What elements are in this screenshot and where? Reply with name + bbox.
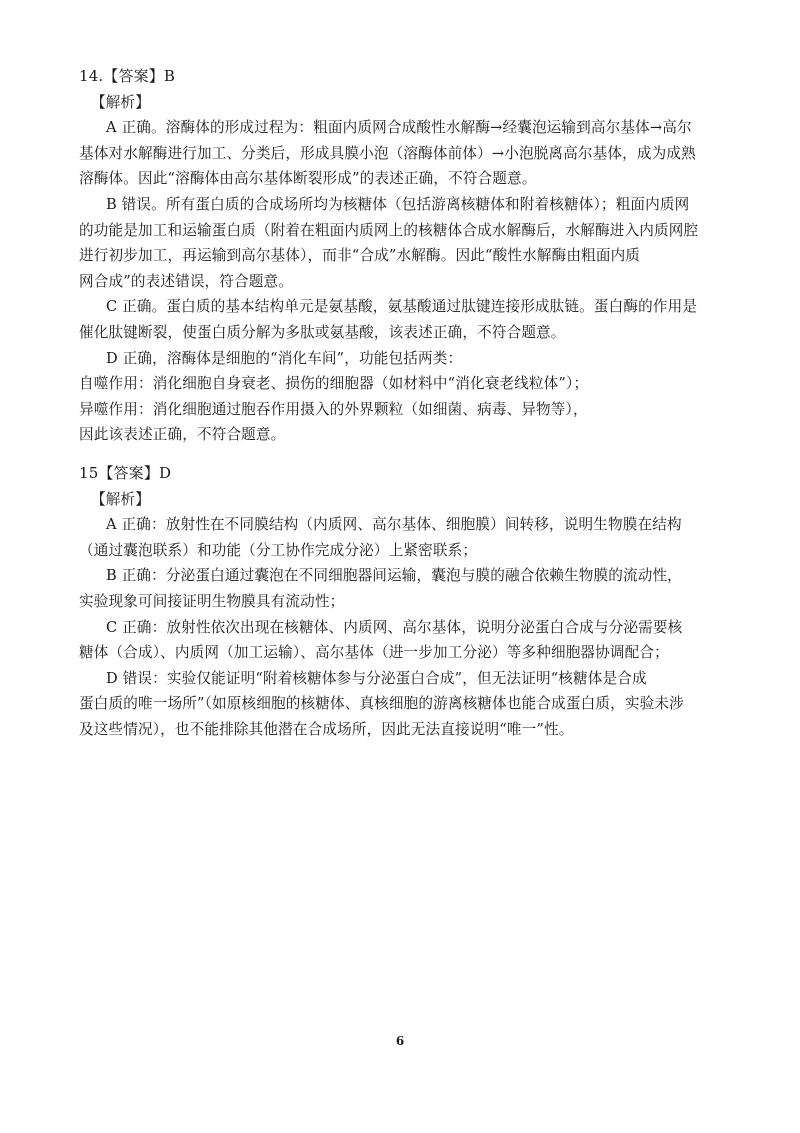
q14-line-3: 溶酶体。因此“溶酶体由高尔基体断裂形成”的表述正确，不符合题意。 [79,170,537,188]
q14-line-11: 自噬作用：消化细胞自身衰老、损伤的细胞器（如材料中“消化衰老线粒体”）； [79,375,589,393]
question-15-heading: 15【答案】D [79,464,172,482]
q14-line-6: 进行初步加工，再运输到高尔基体），而非“合成”水解酶。因此“酸性水解酶由粗面内质 [79,247,641,265]
q14-line-4: B 错误。所有蛋白质的合成场所均为核糖体（包括游离核糖体和附着核糖体）；粗面内质网 [106,195,690,213]
q15-line-4: 实验现象可间接证明生物膜具有流动性； [79,592,345,610]
q15-line-7: D 错误：实验仅能证明“附着核糖体参与分泌蛋白合成”，但无法证明“核糖体是合成 [106,669,647,687]
q15-line-1: A 正确：放射性在不同膜结构（内质网、高尔基体、细胞膜）间转移，说明生物膜在结构 [106,516,682,534]
question-14-heading: 14.【答案】B [79,67,176,85]
q14-line-2: 基体对水解酶进行加工、分类后，形成具膜小泡（溶酶体前体）→小泡脱离高尔基体，成为成熟 [79,144,696,162]
question-14-analysis-label: 【解析】 [91,93,150,111]
q15-line-3: B 正确：分泌蛋白通过囊泡在不同细胞器间运输，囊泡与膜的融合依赖生物膜的流动性， [106,567,682,585]
q14-line-1: A 正确。溶酶体的形成过程为：粗面内质网合成酸性水解酶→经囊泡运输到高尔基体→高尔 [106,119,692,137]
question-15-answer [79,461,759,743]
q15-line-5: C 正确：放射性依次出现在核糖体、内质网、高尔基体，说明分泌蛋白合成与分泌需要核 [106,618,683,636]
q15-line-2: （通过囊泡联系）和功能（分工协作完成分泌）上紧密联系； [79,541,478,559]
question-14-answer [79,64,759,448]
q14-line-13: 因此该表述正确，不符合题意。 [79,426,286,444]
q14-line-9: 催化肽键断裂，使蛋白质分解为多肽或氨基酸，该表述正确，不符合题意。 [79,323,566,341]
q14-line-7: 网合成”的表述错误，符合题意。 [79,272,294,290]
question-15-analysis-label: 【解析】 [91,490,150,508]
q14-line-5: 的功能是加工和运输蛋白质（附着在粗面内质网上的核糖体合成水解酶后，水解酶进入内质网腔 [79,221,699,239]
q14-line-8: C 正确。蛋白质的基本结构单元是氨基酸，氨基酸通过肽键连接形成肽链。蛋白酶的作用是 [106,298,698,316]
q14-line-12: 异噬作用：消化细胞通过胞吞作用摄入的外界颗粒（如细菌、病毒、异物等）， [79,400,588,418]
q15-line-8: 蛋白质的唯一场所”（如原核细胞的核糖体、真核细胞的游离核糖体也能合成蛋白质，实验未涉 [79,695,684,713]
q15-line-9: 及这些情况），也不能排除其他潜在合成场所，因此无法直接说明“唯一”性。 [79,720,574,738]
page-number: 6 [395,1034,405,1048]
q14-line-10: D 正确，溶酶体是细胞的“消化车间”，功能包括两类： [106,349,463,367]
q15-line-6: 糖体（合成）、内质网（加工运输）、高尔基体（进一步加工分泌）等多种细胞器协调配合； [79,644,669,662]
